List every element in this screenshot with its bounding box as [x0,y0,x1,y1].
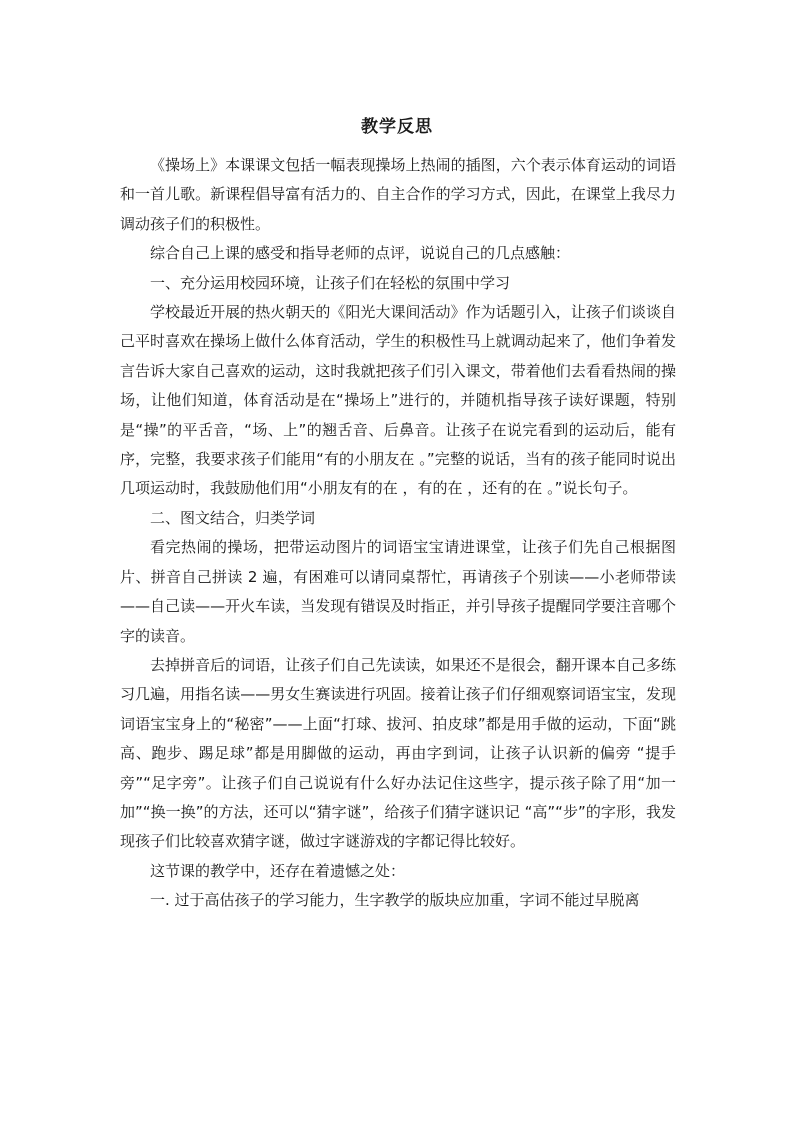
paragraph-shortcoming-1: 一. 过于高估孩子的学习能力，生字教学的版块应加重，字词不能过早脱离 [150,891,640,910]
paragraph-summary: 综合自己上课的感受和指导老师的点评，说说自己的几点感触： [150,244,571,263]
paragraph-shortcomings: 这节课的教学中，还存在着遗憾之处： [150,861,406,880]
paragraph-intro: 《操场上》本课课文包括一幅表现操场上热闹的插图，六个表示体育运动的词语和一首儿歌。新课程倡导富有活力的、自主合作的学习方式，因此，在课堂上我尽力调动孩子们的积极性。 [120,156,676,233]
paragraph-section-1: 学校最近开展的热火朝天的《阳光大课间活动》作为话题引入，让孩子们谈谈自己平时喜欢在操场上做什么体育活动，学生的积极性马上就调动起来了，他们争着发言告诉大家自己喜欢的运动，这时我就把孩子们引入课文，带着他们去看看热闹的操场，让他们知道，体育活动是在“操场上”进行的，并随机指导孩子读好课题，特别是“操”的平舌音，“场、上”的翘舌音、后鼻音。让孩子在说完看到的运动后，能有序，完整，我要求孩子们能用“有的小朋友在 。”完整的说话，当有的孩子能同时说出几项运动时，我鼓励他们用“小朋友有的在 ，有的在 ，还有的在 。”说长句子。 [120,303,676,498]
section-heading-2: 二、图文结合，归类学词 [150,508,316,527]
section-heading-1: 一、充分运用校园环境，让孩子们在轻松的氛围中学习 [150,273,511,292]
document-body [120,151,676,916]
paragraph-section-2a: 看完热闹的操场，把带运动图片的词语宝宝请进课堂，让孩子们先自己根据图片、拼音自己拼读 2 遍，有困难可以请同桌帮忙，再请孩子个别读——小老师带读——自己读——开火车读，当发现有错误及时指正，并引导孩子提醒同学要注音哪个字的读音。 [120,538,676,645]
paragraph-section-2b: 去掉拼音后的词语，让孩子们自己先读读，如果还不是很会，翻开课本自己多练习几遍，用指名读——男女生赛读进行巩固。接着让孩子们仔细观察词语宝宝，发现词语宝宝身上的“秘密”——上面“打球、拔河、拍皮球”都是用手做的运动，下面“跳高、跑步、踢足球”都是用脚做的运动，再由字到词，让孩子认识新的偏旁 “提手旁”“足字旁”。让孩子们自己说说有什么好办法记住这些字，提示孩子除了用“加一加”“换一换”的方法，还可以“猜字谜”，给孩子们猜字谜识记 “高”“步”的字形，我发现孩子们比较喜欢猜字谜，做过字谜游戏的字都记得比较好。 [120,655,676,851]
page-title: 教学反思 [361,117,433,137]
